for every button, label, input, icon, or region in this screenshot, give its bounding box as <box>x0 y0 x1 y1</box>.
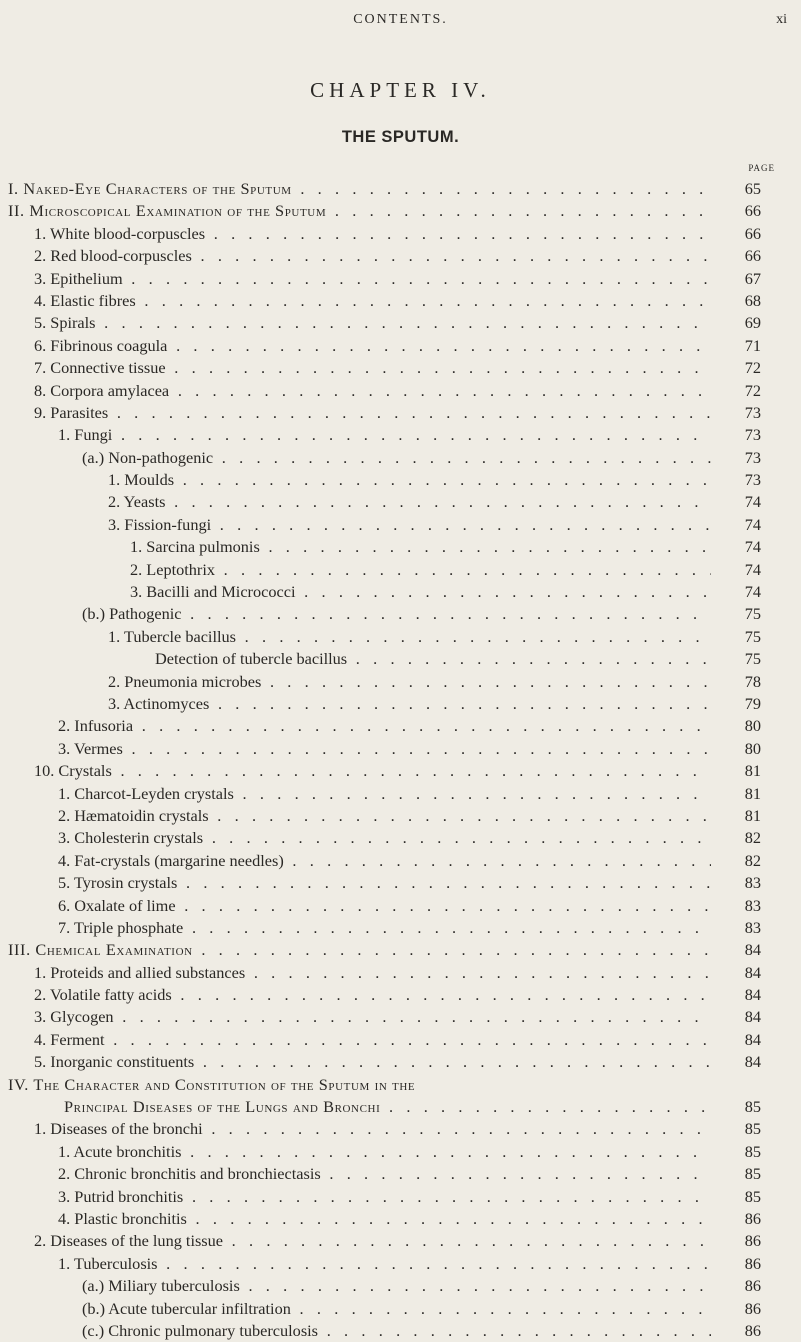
toc-entry <box>0 805 801 827</box>
toc-entry-title: 5. Tyrosin crystals . . . <box>58 872 711 894</box>
toc-entry-page: 86 <box>744 1298 761 1318</box>
toc-entry-page: 84 <box>744 985 761 1005</box>
toc-entry-page: 85 <box>744 1186 761 1206</box>
toc-entry-page: 73 <box>744 447 761 467</box>
toc-entry-title: 2. Volatile fatty acids . . . <box>34 984 711 1006</box>
toc-entry-title: 1. Acute bronchitis . . . <box>58 1141 711 1163</box>
toc-entry <box>0 715 801 737</box>
toc-entry-title: 6. Fibrinous coagula . . . <box>34 335 711 357</box>
toc-entry-page: 81 <box>744 761 761 781</box>
toc-entry-page: 73 <box>744 470 761 490</box>
toc-entry <box>0 984 801 1006</box>
toc-entry-page: 85 <box>744 1141 761 1161</box>
toc-entry-title: 8. Corpora amylacea . . . <box>34 380 711 402</box>
toc-entry-title: 4. Ferment . . . <box>34 1029 711 1051</box>
toc-entry-title: 3. Actinomyces . . . <box>108 693 711 715</box>
toc-entry-page: 86 <box>744 1208 761 1228</box>
toc-entry <box>0 850 801 872</box>
toc-entry-page: 83 <box>744 917 761 937</box>
toc-entry <box>0 268 801 290</box>
toc-entry-title: 1. White blood-corpuscles . . . <box>34 223 711 245</box>
toc-entry-page: 81 <box>744 805 761 825</box>
toc-entry <box>0 1275 801 1297</box>
toc-entry-page: 72 <box>744 380 761 400</box>
toc-entry <box>0 738 801 760</box>
toc-entry-page: 71 <box>744 335 761 355</box>
toc-entry-page: 74 <box>744 559 761 579</box>
toc-entry-title: 1. Moulds . . . <box>108 469 711 491</box>
toc-entry <box>0 1029 801 1051</box>
toc-entry-page: 84 <box>744 1029 761 1049</box>
toc-entry-page: 86 <box>744 1231 761 1251</box>
toc-entry-title: Detection of tubercle bacillus . . . <box>155 648 711 670</box>
toc-entry-title: 2. Chronic bronchitis and bronchiectasis . . . <box>58 1163 711 1185</box>
page-column-label: PAGE <box>748 163 775 173</box>
toc-entry-page: 83 <box>744 895 761 915</box>
toc-entry <box>0 1074 801 1096</box>
toc-entry-page: 84 <box>744 962 761 982</box>
toc-entry <box>0 178 801 200</box>
toc-entry-title: Principal Diseases of the Lungs and Bronchi . . . <box>64 1096 711 1118</box>
toc-entry <box>0 514 801 536</box>
toc-entry-page: 81 <box>744 783 761 803</box>
toc-entry-page: 75 <box>744 626 761 646</box>
toc-entry-page: 73 <box>744 425 761 445</box>
toc-entry-title: 9. Parasites . . . <box>34 402 711 424</box>
toc-entry-title: 7. Connective tissue . . . <box>34 357 711 379</box>
toc-entry-page: 85 <box>744 1119 761 1139</box>
toc-entry-title: 10. Crystals . . . <box>34 760 711 782</box>
toc-entry-page: 66 <box>744 223 761 243</box>
toc-entry-title: 1. Tubercle bacillus . . . <box>108 626 711 648</box>
toc-entry <box>0 648 801 670</box>
toc-entry-page: 65 <box>744 179 761 198</box>
toc-entry <box>0 290 801 312</box>
toc-entry-page: 80 <box>744 716 761 736</box>
running-head <box>0 12 801 32</box>
toc-entry-title: 4. Fat-crystals (margarine needles) . . . <box>58 850 711 872</box>
toc-entry-page: 73 <box>744 402 761 422</box>
toc-entry <box>0 491 801 513</box>
toc-entry <box>0 1186 801 1208</box>
toc-entry-title: 6. Oxalate of lime . . . <box>58 895 711 917</box>
toc-entry-title: (b.) Acute tubercular infiltration . . . <box>82 1298 711 1320</box>
toc-entry-page: 69 <box>744 313 761 333</box>
toc-entry-title: 4. Plastic bronchitis . . . <box>58 1208 711 1230</box>
toc-entry-page: 86 <box>744 1320 761 1340</box>
toc-entry <box>0 469 801 491</box>
toc-entry-page: 85 <box>744 1164 761 1184</box>
toc-entry-page: 75 <box>744 604 761 624</box>
toc-entry <box>0 1298 801 1320</box>
toc-entry <box>0 693 801 715</box>
toc-entry <box>0 402 801 424</box>
toc-entry-title: I. Naked-Eye Characters of the Sputum . . . <box>8 178 711 200</box>
page-folio: xi <box>776 12 787 27</box>
toc-entry <box>0 1208 801 1230</box>
toc-entry-page: 80 <box>744 738 761 758</box>
toc-entry <box>0 783 801 805</box>
toc-entry-title: 1. Sarcina pulmonis . . . <box>130 536 711 558</box>
toc-entry-page: 68 <box>744 290 761 310</box>
toc-entry-page: 74 <box>744 492 761 512</box>
toc-entry <box>0 671 801 693</box>
toc-entry-title: 7. Triple phosphate . . . <box>58 917 711 939</box>
toc-entry-title: (c.) Chronic pulmonary tuberculosis . . . <box>82 1320 711 1342</box>
toc-entry-title: 5. Spirals . . . <box>34 312 711 334</box>
toc-entry-title: 1. Charcot-Leyden crystals . . . <box>58 783 711 805</box>
toc-entry-title: III. Chemical Examination . . . <box>8 939 711 961</box>
toc-entry <box>0 872 801 894</box>
toc-entry-title: 2. Yeasts . . . <box>108 491 711 513</box>
toc-entry <box>0 1253 801 1275</box>
toc-entry <box>0 200 801 222</box>
toc-entry-title: 3. Cholesterin crystals . . . <box>58 827 711 849</box>
toc-entry-page: 74 <box>744 514 761 534</box>
toc-entry-title: 1. Fungi . . . <box>58 424 711 446</box>
toc-entry <box>0 1320 801 1342</box>
toc-entry <box>0 1096 801 1118</box>
toc-entry-title: 5. Inorganic constituents . . . <box>34 1051 711 1073</box>
toc-entry-title: 3. Fission-fungi . . . <box>108 514 711 536</box>
toc-entry-page: 79 <box>744 693 761 713</box>
toc-entry <box>0 424 801 446</box>
running-head-title: CONTENTS. <box>353 12 448 27</box>
toc-entry <box>0 1051 801 1073</box>
toc-entry-title: 1. Diseases of the bronchi . . . <box>34 1118 711 1140</box>
toc-entry <box>0 626 801 648</box>
toc-entry <box>0 1118 801 1140</box>
toc-entry-title: 3. Epithelium . . . <box>34 268 711 290</box>
toc-entry-title: 2. Pneumonia microbes . . . <box>108 671 711 693</box>
toc-entry-page: 86 <box>744 1253 761 1273</box>
toc-entry-page: 83 <box>744 873 761 893</box>
toc-entry <box>0 312 801 334</box>
toc-entry <box>0 223 801 245</box>
toc-entry-page: 74 <box>744 537 761 557</box>
toc-entry-title: (b.) Pathogenic . . . <box>82 603 711 625</box>
toc-entry-page: 82 <box>744 828 761 848</box>
toc-entry-page: 82 <box>744 850 761 870</box>
toc-entry-page: 84 <box>744 1007 761 1027</box>
toc-entry-title: 2. Infusoria . . . <box>58 715 711 737</box>
toc-entry <box>0 447 801 469</box>
toc-entry-page: 66 <box>744 201 761 221</box>
toc-entry <box>0 962 801 984</box>
toc-entry-page: 85 <box>744 1097 761 1117</box>
toc-entry <box>0 1230 801 1252</box>
toc-entry-title: 3. Bacilli and Micrococci . . . <box>130 581 711 603</box>
toc-entry-title: IV. The Character and Constitution of the Sputum in the <box>8 1074 416 1094</box>
toc-entry <box>0 895 801 917</box>
toc-entry <box>0 559 801 581</box>
toc-entry <box>0 380 801 402</box>
toc-entry-page: 74 <box>744 582 761 602</box>
toc-entry <box>0 335 801 357</box>
toc-entry-page: 72 <box>744 358 761 378</box>
toc-entry-title: 2. Leptothrix . . . <box>130 559 711 581</box>
chapter-subject: THE SPUTUM. <box>341 128 460 146</box>
toc-entry-title: 2. Diseases of the lung tissue . . . <box>34 1230 711 1252</box>
toc-entry-title: (a.) Non-pathogenic . . . <box>82 447 711 469</box>
toc-entry-title: II. Microscopical Examination of the Sputum . . . <box>8 200 711 222</box>
toc-entry <box>0 536 801 558</box>
toc-entry-title: 2. Hæmatoidin crystals . . . <box>58 805 711 827</box>
toc-entry <box>0 581 801 603</box>
table-of-contents <box>0 178 801 1342</box>
toc-entry-page: 78 <box>744 671 761 691</box>
toc-entry <box>0 827 801 849</box>
toc-entry-title: 2. Red blood-corpuscles . . . <box>34 245 711 267</box>
toc-entry-page: 75 <box>744 649 761 669</box>
toc-entry-page: 84 <box>744 1052 761 1072</box>
toc-entry <box>0 1141 801 1163</box>
toc-entry-page: 86 <box>744 1276 761 1296</box>
toc-entry <box>0 1006 801 1028</box>
toc-entry-page: 84 <box>744 940 761 960</box>
toc-entry <box>0 357 801 379</box>
chapter-heading: CHAPTER IV. <box>310 78 491 102</box>
toc-entry-page: 67 <box>744 268 761 288</box>
toc-entry <box>0 939 801 961</box>
toc-entry-title: 3. Glycogen . . . <box>34 1006 711 1028</box>
toc-entry-title: 1. Proteids and allied substances . . . <box>34 962 711 984</box>
toc-entry-title: 4. Elastic fibres . . . <box>34 290 711 312</box>
toc-entry-title: (a.) Miliary tuberculosis . . . <box>82 1275 711 1297</box>
toc-entry-page: 66 <box>744 246 761 266</box>
toc-entry <box>0 917 801 939</box>
toc-entry <box>0 760 801 782</box>
toc-entry <box>0 1163 801 1185</box>
toc-entry-title: 1. Tuberculosis . . . <box>58 1253 711 1275</box>
toc-entry-title: 3. Vermes . . . <box>58 738 711 760</box>
toc-entry <box>0 603 801 625</box>
toc-entry <box>0 245 801 267</box>
toc-entry-title: 3. Putrid bronchitis . . . <box>58 1186 711 1208</box>
